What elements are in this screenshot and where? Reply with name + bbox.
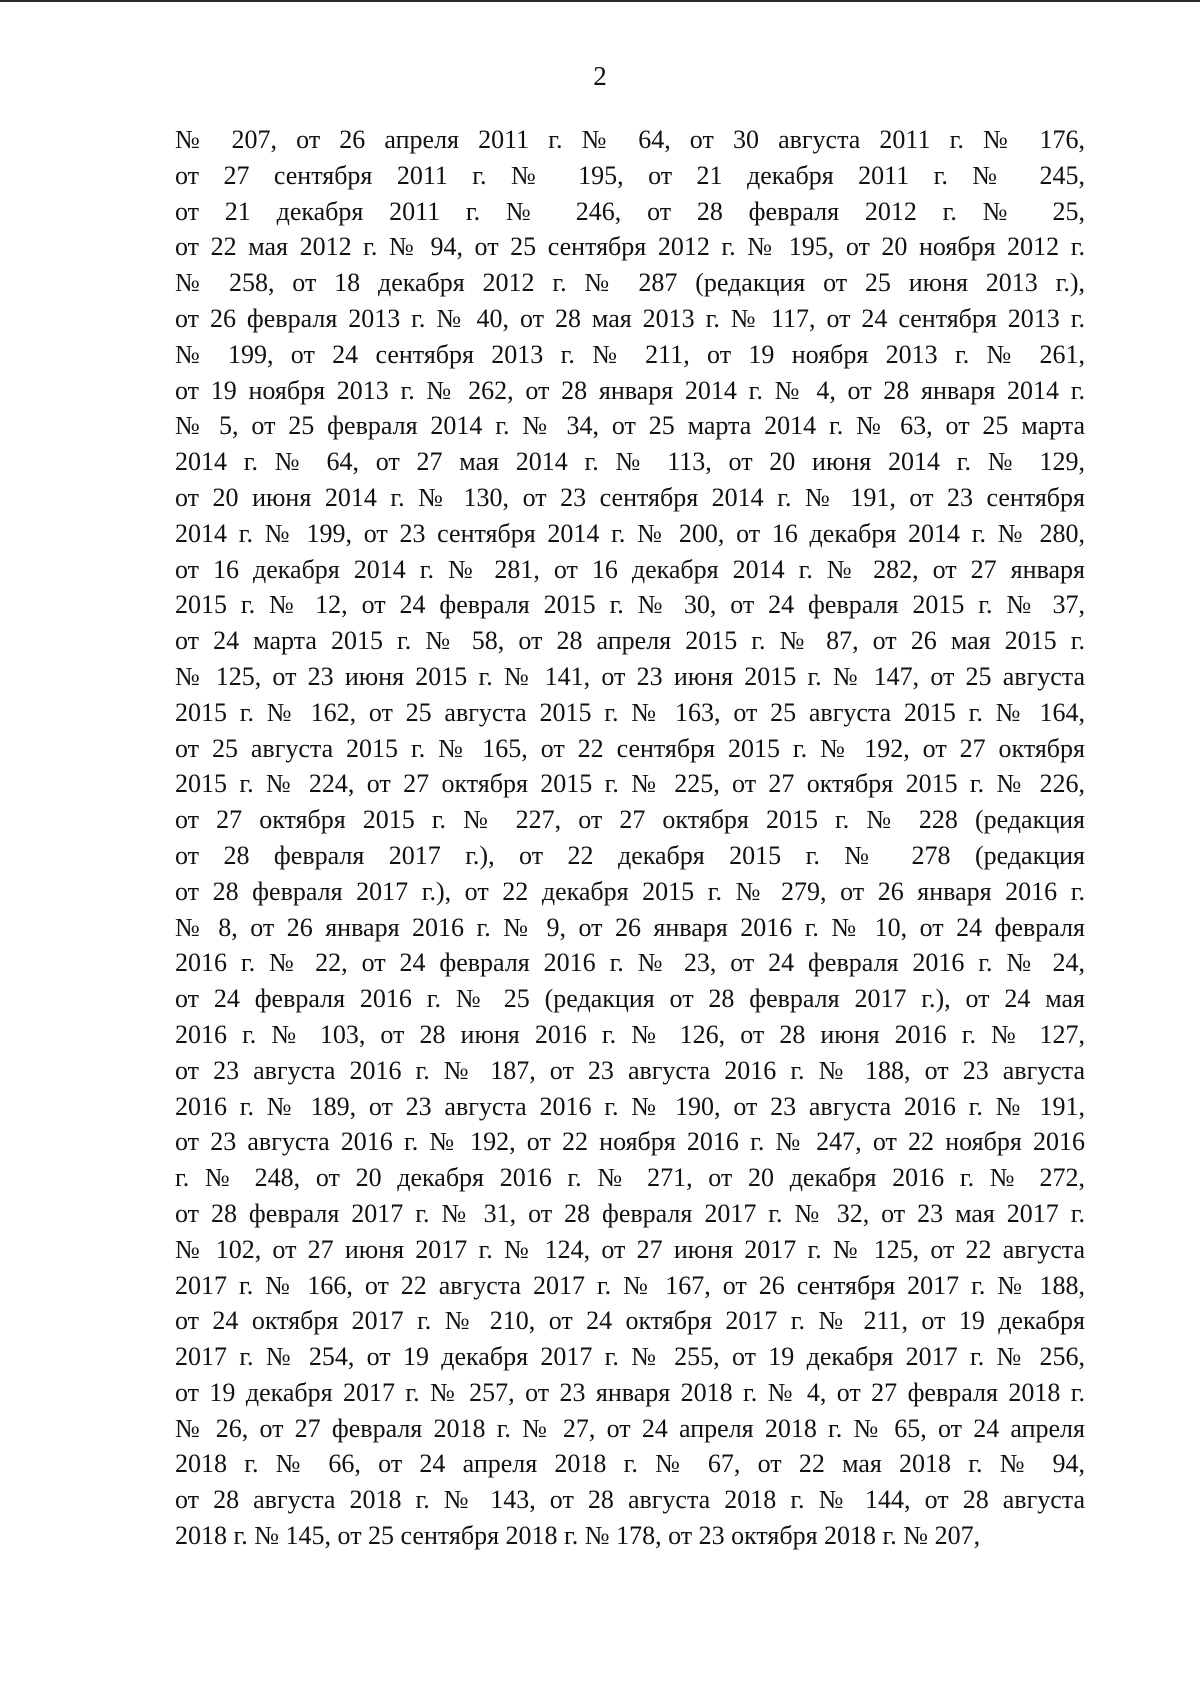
text-line: от 21 декабря 2011 г. № 246, от 28 февраля 2012 г. № 25, bbox=[175, 196, 1085, 226]
text-line: г. № 248, от 20 декабря 2016 г. № 271, от 20 декабря 2016 г. № 272, bbox=[175, 1163, 1085, 1193]
text-line: 2018 г. № 145, от 25 сентября 2018 г. № 178, от 23 октября 2018 г. № 207, bbox=[175, 1521, 981, 1551]
text-line: № 125, от 23 июня 2015 г. № 141, от 23 июня 2015 г. № 147, от 25 августа bbox=[175, 661, 1085, 691]
text-line: от 24 марта 2015 г. № 58, от 28 апреля 2015 г. № 87, от 26 мая 2015 г. bbox=[175, 626, 1085, 656]
text-line: от 27 сентября 2011 г. № 195, от 21 декабря 2011 г. № 245, bbox=[175, 160, 1085, 190]
text-line: 2017 г. № 254, от 19 декабря 2017 г. № 255, от 19 декабря 2017 г. № 256, bbox=[175, 1342, 1085, 1372]
text-line: № 5, от 25 февраля 2014 г. № 34, от 25 марта 2014 г. № 63, от 25 марта bbox=[175, 411, 1085, 441]
text-line: № 199, от 24 сентября 2013 г. № 211, от 19 ноября 2013 г. № 261, bbox=[175, 339, 1085, 369]
text-line: от 25 августа 2015 г. № 165, от 22 сентября 2015 г. № 192, от 27 октября bbox=[175, 733, 1085, 763]
text-line: от 23 августа 2016 г. № 192, от 22 ноября 2016 г. № 247, от 22 ноября 2016 bbox=[175, 1127, 1085, 1157]
text-line: 2016 г. № 189, от 23 августа 2016 г. № 190, от 23 августа 2016 г. № 191, bbox=[175, 1091, 1085, 1121]
text-line: № 26, от 27 февраля 2018 г. № 27, от 24 апреля 2018 г. № 65, от 24 апреля bbox=[175, 1413, 1085, 1443]
text-line: от 28 августа 2018 г. № 143, от 28 августа 2018 г. № 144, от 28 августа bbox=[175, 1485, 1085, 1515]
text-line: от 23 августа 2016 г. № 187, от 23 августа 2016 г. № 188, от 23 августа bbox=[175, 1055, 1085, 1085]
text-line: от 27 октября 2015 г. № 227, от 27 октября 2015 г. № 228 (редакция bbox=[175, 805, 1085, 835]
text-line: 2016 г. № 22, от 24 февраля 2016 г. № 23, от 24 февраля 2016 г. № 24, bbox=[175, 948, 1085, 978]
text-line: 2015 г. № 162, от 25 августа 2015 г. № 163, от 25 августа 2015 г. № 164, bbox=[175, 697, 1085, 727]
text-line: от 22 мая 2012 г. № 94, от 25 сентября 2012 г. № 195, от 20 ноября 2012 г. bbox=[175, 232, 1085, 262]
text-line: от 19 декабря 2017 г. № 257, от 23 января 2018 г. № 4, от 27 февраля 2018 г. bbox=[175, 1377, 1085, 1407]
scan-top-edge bbox=[0, 0, 1200, 2]
text-line: от 28 февраля 2017 г.), от 22 декабря 2015 г. № 278 (редакция bbox=[175, 840, 1085, 870]
text-line: № 102, от 27 июня 2017 г. № 124, от 27 июня 2017 г. № 125, от 22 августа bbox=[175, 1234, 1085, 1264]
text-line: 2015 г. № 12, от 24 февраля 2015 г. № 30, от 24 февраля 2015 г. № 37, bbox=[175, 590, 1085, 620]
text-line: 2017 г. № 166, от 22 августа 2017 г. № 167, от 26 сентября 2017 г. № 188, bbox=[175, 1270, 1085, 1300]
text-line: от 28 февраля 2017 г.), от 22 декабря 2015 г. № 279, от 26 января 2016 г. bbox=[175, 876, 1085, 906]
text-line: от 19 ноября 2013 г. № 262, от 28 января 2014 г. № 4, от 28 января 2014 г. bbox=[175, 375, 1085, 405]
text-line: от 28 февраля 2017 г. № 31, от 28 февраля 2017 г. № 32, от 23 мая 2017 г. bbox=[175, 1198, 1085, 1228]
text-line: № 207, от 26 апреля 2011 г. № 64, от 30 августа 2011 г. № 176, bbox=[175, 125, 1085, 154]
text-line: 2014 г. № 199, от 23 сентября 2014 г. № 200, от 16 декабря 2014 г. № 280, bbox=[175, 518, 1085, 548]
text-line: 2014 г. № 64, от 27 мая 2014 г. № 113, от 20 июня 2014 г. № 129, bbox=[175, 447, 1085, 477]
page-number: 2 bbox=[593, 61, 607, 91]
text-line: № 8, от 26 января 2016 г. № 9, от 26 января 2016 г. № 10, от 24 февраля bbox=[175, 912, 1085, 942]
text-line: № 258, от 18 декабря 2012 г. № 287 (редакция от 25 июня 2013 г.), bbox=[175, 268, 1085, 298]
text-line: от 24 октября 2017 г. № 210, от 24 октября 2017 г. № 211, от 19 декабря bbox=[175, 1306, 1085, 1336]
text-line: от 24 февраля 2016 г. № 25 (редакция от 28 февраля 2017 г.), от 24 мая bbox=[175, 984, 1085, 1014]
text-line: 2015 г. № 224, от 27 октября 2015 г. № 225, от 27 октября 2015 г. № 226, bbox=[175, 769, 1085, 799]
text-line: 2018 г. № 66, от 24 апреля 2018 г. № 67, от 22 мая 2018 г. № 94, bbox=[175, 1449, 1085, 1479]
text-line: от 16 декабря 2014 г. № 281, от 16 декабря 2014 г. № 282, от 27 января bbox=[175, 554, 1085, 584]
text-line: от 26 февраля 2013 г. № 40, от 28 мая 2013 г. № 117, от 24 сентября 2013 г. bbox=[175, 303, 1085, 333]
text-line: от 20 июня 2014 г. № 130, от 23 сентября 2014 г. № 191, от 23 сентября bbox=[175, 482, 1085, 512]
document-body bbox=[175, 122, 1085, 1554]
text-line: 2016 г. № 103, от 28 июня 2016 г. № 126, от 28 июня 2016 г. № 127, bbox=[175, 1019, 1085, 1049]
